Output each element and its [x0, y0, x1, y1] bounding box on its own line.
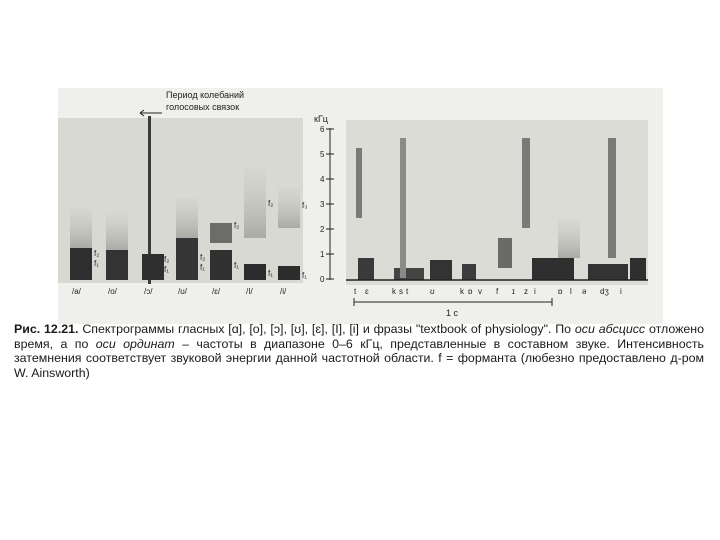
time-scale-label: 1 с: [446, 308, 459, 318]
formant-f1-o: f₁: [164, 265, 169, 274]
svg-text:/ɔ/: /ɔ/: [144, 287, 153, 296]
svg-text:ɪ: ɪ: [512, 287, 515, 296]
formant-f3-i: f₃: [302, 201, 308, 210]
formant-f2-u: f₂: [200, 253, 206, 262]
svg-text:/o/: /o/: [108, 287, 117, 296]
svg-text:5: 5: [320, 150, 325, 159]
svg-text:k: k: [392, 287, 396, 296]
svg-text:ɒ: ɒ: [468, 287, 473, 296]
vowel-labels: [72, 287, 287, 296]
svg-text:t: t: [354, 287, 357, 296]
period-label-line2: голосовых связок: [166, 102, 240, 112]
svg-text:dʒ: dʒ: [600, 287, 609, 296]
svg-text:0: 0: [320, 275, 325, 284]
svg-text:/a/: /a/: [72, 287, 81, 296]
formant-f2-I: f₂: [268, 199, 274, 208]
svg-text:ʊ: ʊ: [430, 287, 435, 296]
caption-part2: отложено время, а по: [14, 322, 705, 351]
svg-text:/I/: /I/: [246, 287, 253, 296]
caption-lead: Рис. 12.21.: [14, 322, 79, 336]
figure-caption: [14, 322, 704, 380]
svg-text:l: l: [570, 287, 572, 296]
formant-f1-a: f₁: [94, 259, 99, 268]
formant-f2-o: f₂: [164, 255, 170, 264]
caption-em2: оси ординат: [95, 336, 175, 351]
svg-text:1: 1: [320, 250, 325, 259]
period-label-line1: Период колебаний: [166, 90, 245, 100]
svg-text:i: i: [534, 287, 536, 296]
svg-text:6: 6: [320, 125, 325, 134]
svg-text:3: 3: [320, 200, 325, 209]
svg-text:f: f: [496, 287, 499, 296]
caption-em1: оси абсцисс: [574, 322, 646, 336]
svg-text:t: t: [406, 287, 409, 296]
svg-text:/ʊ/: /ʊ/: [178, 287, 187, 296]
caption-part1: Спектрограммы гласных [ɑ], [o], [ɔ], [ʊ], [ɛ], [I], [i] и фразы "textbook of physiology". По: [78, 322, 575, 336]
formant-f1-e: f₁: [234, 261, 239, 270]
svg-text:/i/: /i/: [280, 287, 287, 296]
spectrogram-figure: [58, 88, 663, 324]
formant-f1-i: f₁: [302, 271, 307, 280]
svg-text:s: s: [399, 287, 403, 296]
svg-text:i: i: [620, 287, 622, 296]
phrase-panel: [346, 120, 648, 285]
svg-text:4: 4: [320, 175, 325, 184]
frequency-axis: [314, 114, 334, 284]
svg-text:ɛ: ɛ: [365, 287, 369, 296]
formant-f2-a: f₂: [94, 249, 100, 258]
axis-unit: кГц: [314, 114, 328, 124]
svg-text:ə: ə: [582, 287, 587, 296]
phrase-segment-labels: [354, 287, 622, 296]
svg-text:2: 2: [320, 225, 325, 234]
caption-part3: – частоты в диапазоне 0–6 кГц, представленные в составном звуке. Интенсивность затемнения соответствует звуковой энергии данной частотной области. f = форманта (любезно предоставлено д-ром W. Ainsworth): [14, 336, 704, 380]
formant-f1-u: f₁: [200, 263, 205, 272]
svg-text:k: k: [460, 287, 464, 296]
svg-text:/ɛ/: /ɛ/: [212, 287, 221, 296]
spectrogram-svg: [58, 88, 663, 324]
time-scale: [354, 298, 552, 318]
svg-text:v: v: [478, 287, 482, 296]
svg-text:z: z: [524, 287, 528, 296]
formant-f2-e: f₂: [234, 221, 240, 230]
formant-f1-I: f₁: [268, 269, 273, 278]
svg-text:ɒ: ɒ: [558, 287, 563, 296]
